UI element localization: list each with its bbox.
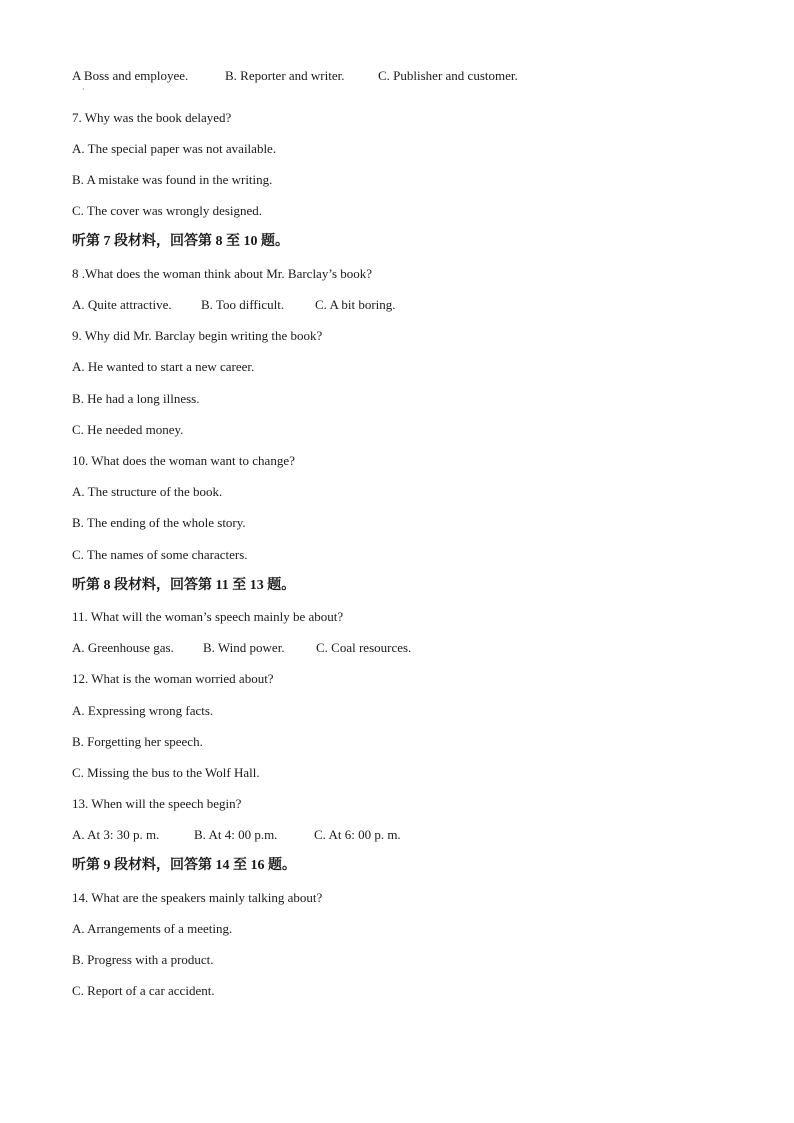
q14-question: 14. What are the speakers mainly talking about? (72, 890, 323, 905)
q10-question: 10. What does the woman want to change? (72, 453, 295, 468)
q8-option-a: A. Quite attractive. (72, 297, 172, 312)
q13-option-c: C. At 6: 00 p. m. (314, 827, 401, 842)
q11-option-a: A. Greenhouse gas. (72, 640, 174, 655)
q12-option-c: C. Missing the bus to the Wolf Hall. (72, 765, 260, 780)
q14-option-c: C. Report of a car accident. (72, 983, 215, 998)
q13-question: 13. When will the speech begin? (72, 796, 242, 811)
q12-option-b: B. Forgetting her speech. (72, 734, 203, 749)
q10-option-c: C. The names of some characters. (72, 547, 248, 562)
stray-dot-mark: · (82, 85, 85, 94)
q7-option-a: A. The special paper was not available. (72, 141, 277, 156)
q13-option-a: A. At 3: 30 p. m. (72, 827, 160, 842)
section-9-heading: 听第 9 段材料，回答第 14 至 16 题。 (72, 858, 296, 873)
q14-option-b: B. Progress with a product. (72, 952, 214, 967)
q10-option-a: A. The structure of the book. (72, 484, 223, 499)
q7-option-c: C. The cover was wrongly designed. (72, 203, 263, 218)
q6-option-c: C. Publisher and customer. (378, 68, 518, 83)
q9-question: 9. Why did Mr. Barclay begin writing the book? (72, 328, 323, 343)
q8-question: 8 .What does the woman think about Mr. Barclay’s book? (72, 266, 373, 281)
q8-options-row (72, 297, 396, 313)
q6-options-row (72, 68, 518, 84)
q6-option-a: A Boss and employee. (72, 68, 189, 83)
section-8-heading: 听第 8 段材料，回答第 11 至 13 题。 (72, 578, 296, 593)
q11-options-row (72, 640, 411, 656)
q12-option-a: A. Expressing wrong facts. (72, 703, 214, 718)
q7-question: 7. Why was the book delayed? (72, 110, 232, 125)
q13-options-row (72, 827, 401, 843)
q10-option-b: B. The ending of the whole story. (72, 515, 246, 530)
q6-option-b: B. Reporter and writer. (225, 68, 345, 83)
section-7-heading: 听第 7 段材料，回答第 8 至 10 题。 (72, 234, 289, 249)
q14-option-a: A. Arrangements of a meeting. (72, 921, 233, 936)
q12-question: 12. What is the woman worried about? (72, 671, 274, 686)
q8-option-c: C. A bit boring. (315, 297, 396, 312)
q11-question: 11. What will the woman’s speech mainly be about? (72, 609, 344, 624)
q9-option-b: B. He had a long illness. (72, 391, 200, 406)
q9-option-c: C. He needed money. (72, 422, 184, 437)
q8-option-b: B. Too difficult. (201, 297, 285, 312)
q11-option-b: B. Wind power. (203, 640, 285, 655)
q13-option-b: B. At 4: 00 p.m. (194, 827, 278, 842)
q11-option-c: C. Coal resources. (316, 640, 412, 655)
q9-option-a: A. He wanted to start a new career. (72, 359, 255, 374)
q7-option-b: B. A mistake was found in the writing. (72, 172, 273, 187)
